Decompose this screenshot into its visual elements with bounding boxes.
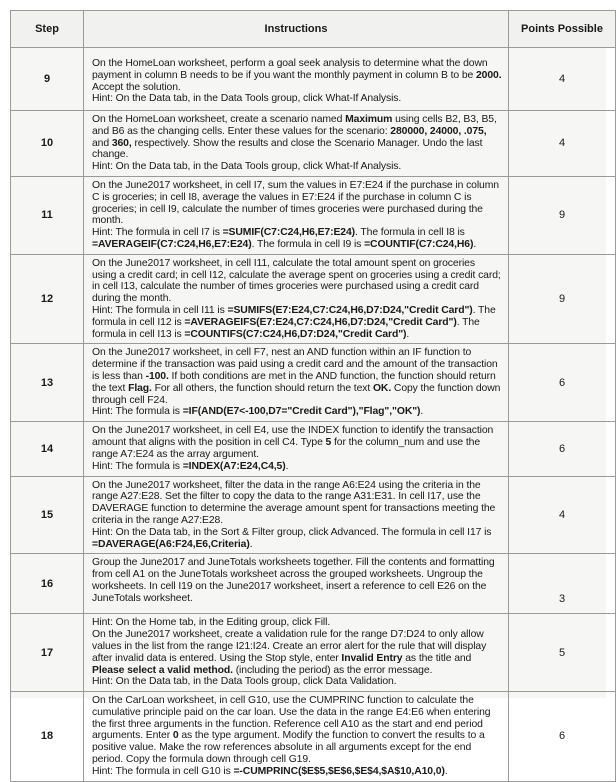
table-row xyxy=(11,476,616,554)
hint-text: . The formula in cell I9 is xyxy=(251,238,365,250)
hint-text: . xyxy=(444,765,448,777)
instruction-bold: 360, xyxy=(111,137,132,149)
hint-text: Hint: The formula in cell G10 is xyxy=(92,765,234,777)
instruction-text: On the June2017 worksheet, in cell I11, calculate the total amount spent on groceries using a credit card; in cell I12, calculate the average spent on groceries using a credit card; in cell I13, calculate the number of times groceries were purchased using a credit card during the month. xyxy=(92,257,501,305)
instruction-text: On the June2017 worksheet, in cell E4, use the INDEX function to identify the transaction amount that aligns with the position in cell C4. Type xyxy=(92,425,494,449)
instruction-text: as the title and xyxy=(402,652,472,664)
formula: =COUNTIF(C7:C24,H6) xyxy=(364,238,474,250)
step-number: 10 xyxy=(11,111,84,177)
instruction-text: as the type argument. Modify the function to convert the results to a positive value. Make the row references absolute in all arguments except for the end period. Copy the formula down through cell G19. xyxy=(92,730,485,766)
instruction-text: On the CarLoan worksheet, in cell G10, use the CUMPRINC function to calculate the cumulative principle paid on the car loan. Use the data in the range E4:E6 when entering the first three arguments in the function. Reference cell A10 as the start and end period arguments. Enter xyxy=(92,695,491,742)
points-value: 4 xyxy=(509,48,616,111)
table-row xyxy=(11,111,616,177)
instruction-text: On the June2017 worksheet, filter the data in the range A6:E24 using the criteria in the range A27:E28. Set the filter to copy the data to the range A31:E31. In cell I17, use the DAVERAGE function to determine the average amount spent for transactions meeting the criteria in the range A27:E28. xyxy=(92,479,496,526)
instructions-header: Instructions xyxy=(84,11,509,48)
instructions-sheet xyxy=(10,10,606,777)
hint-text: Hint: The formula in cell I11 is xyxy=(92,304,228,316)
instruction-text: respectively. Show the results and close the Scenario Manager. Undo the last change. xyxy=(92,137,483,161)
points-value: 3 xyxy=(509,554,616,614)
instruction-cell xyxy=(84,422,509,476)
hint-text: Hint: On the Data tab, in the Sort & Filter group, click Advanced. The formula in cell I17 is xyxy=(92,526,492,538)
formula: =SUMIF(C7:C24,H6,E7:E24) xyxy=(222,227,356,239)
instruction-text: for the column_num and use the range A7:E24 as the array argument. xyxy=(92,437,481,460)
instruction-text: On the HomeLoan worksheet, perform a goal seek analysis to determine what the down payment in column B needs to be if you want the monthly payment in column B to be xyxy=(92,58,488,81)
formula: =DAVERAGE(A6:F24,E6,Criteria) xyxy=(92,538,250,550)
step-number: 15 xyxy=(11,476,84,554)
instruction-cell xyxy=(84,614,509,692)
instruction-text: For all others, the function should return the text xyxy=(151,382,373,394)
instruction-cell xyxy=(84,48,509,111)
hint-text: Hint: On the Data tab, in the Data Tools group, click What-If Analysis. xyxy=(92,161,402,173)
instruction-text: On the June2017 worksheet, in cell F7, nest an AND function within an IF function to determine if the transaction was paid using a credit card and the amount of the transaction is less than xyxy=(92,347,498,382)
hint-text: . xyxy=(249,538,253,550)
step-number: 14 xyxy=(11,422,84,476)
instruction-text: (including the period) as the error message. xyxy=(232,664,433,676)
hint-text: . xyxy=(473,238,477,250)
step-number: 16 xyxy=(11,554,84,614)
step-number: 9 xyxy=(11,48,84,111)
points-value: 4 xyxy=(509,476,616,554)
instruction-cell xyxy=(84,554,509,614)
instruction-text: Group the June2017 and JuneTotals worksheets together. Fill the contents and formatting from cell A1 on the JuneTotals worksheet across the grouped worksheets. Ungroup the worksheets. In cell I19 on the June2017 worksheet, insert a reference to cell E26 on the JuneTotals worksheet. xyxy=(92,557,495,604)
instruction-bold: Flag. xyxy=(128,382,152,394)
hint-text: Hint: The formula is xyxy=(92,460,183,472)
instruction-bold: OK. xyxy=(372,382,392,394)
instruction-bold: -100. xyxy=(145,370,169,382)
instruction-text: Copy the function down through cell F24. xyxy=(92,382,501,406)
formula: =AVERAGEIF(C7:C24,H6,E7:E24) xyxy=(92,238,252,250)
points-value: 4 xyxy=(509,111,616,177)
formula: =COUNTIFS(C7:C24,H6,D7:D24,"Credit Card") xyxy=(184,328,407,340)
instruction-text: If both conditions are met in the AND function, the function should return the text xyxy=(92,370,496,394)
table-row xyxy=(11,422,616,476)
formula: =-CUMPRINC($E$5,$E$6,$E$4,$A$10,A10,0) xyxy=(233,765,445,777)
instruction-cell xyxy=(84,176,509,254)
instruction-text: using cells B2, B3, B5, and B6 as the changing cells. Enter these values for the scenario: xyxy=(92,114,497,137)
hint-text: . xyxy=(285,460,289,472)
hint-text: Hint: The formula in cell I7 is xyxy=(92,227,223,239)
table-row xyxy=(11,48,616,111)
hint-text: Hint: The formula is xyxy=(92,406,183,418)
step-number: 17 xyxy=(11,614,84,692)
hint-text: . The formula in cell I12 is xyxy=(92,304,496,328)
formula: =IF(AND(E7<-100,D7="Credit Card"),"Flag","OK") xyxy=(182,406,421,418)
points-value: 5 xyxy=(509,614,616,692)
formula: =INDEX(A7:E24,C4,5) xyxy=(182,460,286,472)
instruction-text: Accept the solution. xyxy=(92,81,181,93)
instructions-table xyxy=(10,10,616,782)
table-row xyxy=(11,344,616,422)
table-row xyxy=(11,254,616,344)
instruction-cell xyxy=(84,254,509,344)
instruction-cell xyxy=(84,692,509,782)
instruction-bold: 5 xyxy=(325,437,332,449)
instruction-bold: Invalid Entry xyxy=(341,652,403,664)
instruction-text: On the June2017 worksheet, create a validation rule for the range D7:D24 to only allow values in the list from the range I21:I24. Create an error alert for the rule that will display after invalid data is entered. Using the Stop style, enter xyxy=(92,629,487,664)
step-number: 11 xyxy=(11,176,84,254)
instruction-cell xyxy=(84,476,509,554)
table-row xyxy=(11,554,616,614)
hint-text: . xyxy=(420,406,424,418)
points-header: Points Possible xyxy=(509,11,616,48)
hint-text: . The formula in cell I8 is xyxy=(355,227,465,239)
step-number: 18 xyxy=(11,692,84,782)
hint-text: Hint: On the Home tab, in the Editing group, click Fill. xyxy=(92,617,331,629)
hint-text: Hint: On the Data tab, in the Data Tools group, click Data Validation. xyxy=(92,676,397,688)
formula: =SUMIFS(E7:E24,C7:C24,H6,D7:D24,"Credit Card") xyxy=(227,304,473,316)
instruction-bold: 2000. xyxy=(475,69,502,81)
header-row xyxy=(11,11,616,48)
formula: =AVERAGEIFS(E7:E24,C7:C24,H6,D7:D24,"Credit Card") xyxy=(184,316,457,328)
table-row xyxy=(11,176,616,254)
points-value: 6 xyxy=(509,692,616,782)
instruction-bold: Please select a valid method. xyxy=(92,664,233,676)
step-header: Step xyxy=(11,11,84,48)
instruction-bold: 280000, 24000, .075, xyxy=(390,125,487,137)
points-value: 6 xyxy=(509,344,616,422)
instruction-bold: 0 xyxy=(172,730,179,742)
table-row xyxy=(11,692,616,782)
hint-text: . xyxy=(406,328,410,340)
hint-text: . The formula in cell I13 is xyxy=(92,316,480,340)
instruction-bold: Maximum xyxy=(345,114,393,125)
step-number: 13 xyxy=(11,344,84,422)
table-row xyxy=(11,614,616,692)
points-value: 9 xyxy=(509,176,616,254)
instruction-cell xyxy=(84,344,509,422)
instruction-text: On the HomeLoan worksheet, create a scenario named xyxy=(92,114,346,125)
step-number: 12 xyxy=(11,254,84,344)
instruction-cell xyxy=(84,111,509,177)
points-value: 6 xyxy=(509,422,616,476)
instruction-text: and xyxy=(92,137,112,149)
points-value: 9 xyxy=(509,254,616,344)
hint-text: Hint: On the Data tab, in the Data Tools group, click What-If Analysis. xyxy=(92,93,402,105)
instruction-text: On the June2017 worksheet, in cell I7, sum the values in E7:E24 if the purchase in column C is groceries; in cell I8, average the values in E7:E24 if the purchase in column C is groceries; in cell I9, calculate the number of times groceries were purchased during the month. xyxy=(92,179,499,227)
